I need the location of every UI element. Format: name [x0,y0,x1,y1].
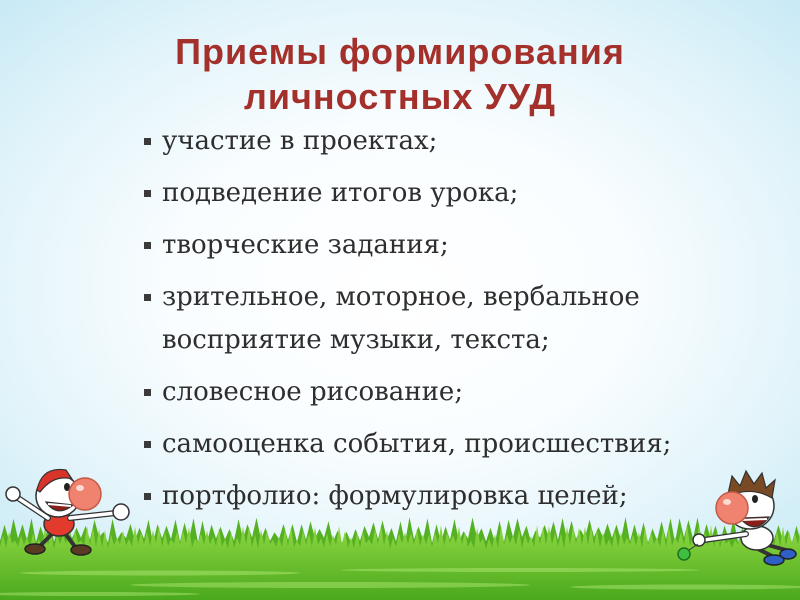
bullet-square-icon [144,242,151,249]
nose [716,492,748,524]
cartoon-boy-right-icon [662,468,797,568]
bullet-item [140,120,740,163]
title-line-2: личностных УУД [244,76,556,117]
fist-right [113,504,129,520]
bullet-square-icon [144,138,151,145]
cartoon-boy-left-icon [0,458,140,558]
nose [69,478,101,510]
bullet-item [140,172,740,215]
bullet-text: самооценка события, происшествия; [162,429,672,459]
bullet-square-icon [144,190,151,197]
title-line-1: Приемы формирования [175,31,625,72]
bullet-text: творческие задания; [162,230,449,260]
bullet-list [140,120,740,527]
bullet-item [140,224,740,267]
fist-left [6,487,20,501]
bullet-text: портфолио: формулировка целей; [162,481,628,511]
bullet-square-icon [144,493,151,500]
bullet-item [140,423,740,466]
bullet-text: подведение итогов урока; [162,178,519,208]
bullet-square-icon [144,441,151,448]
bullet-item [140,371,740,414]
bullet-item [140,475,740,518]
bullet-square-icon [144,294,151,301]
yoyo-ball [678,548,690,560]
slide-title [0,29,800,119]
shirt [741,526,773,550]
bullet-text: участие в проектах; [162,126,438,156]
bullet-item [140,276,740,362]
bullet-square-icon [144,389,151,396]
hand [693,534,705,546]
bullet-text: словесное рисование; [162,377,464,407]
bullet-text: зрительное, моторное, вербальное восприятие музыки, текста; [162,282,640,355]
